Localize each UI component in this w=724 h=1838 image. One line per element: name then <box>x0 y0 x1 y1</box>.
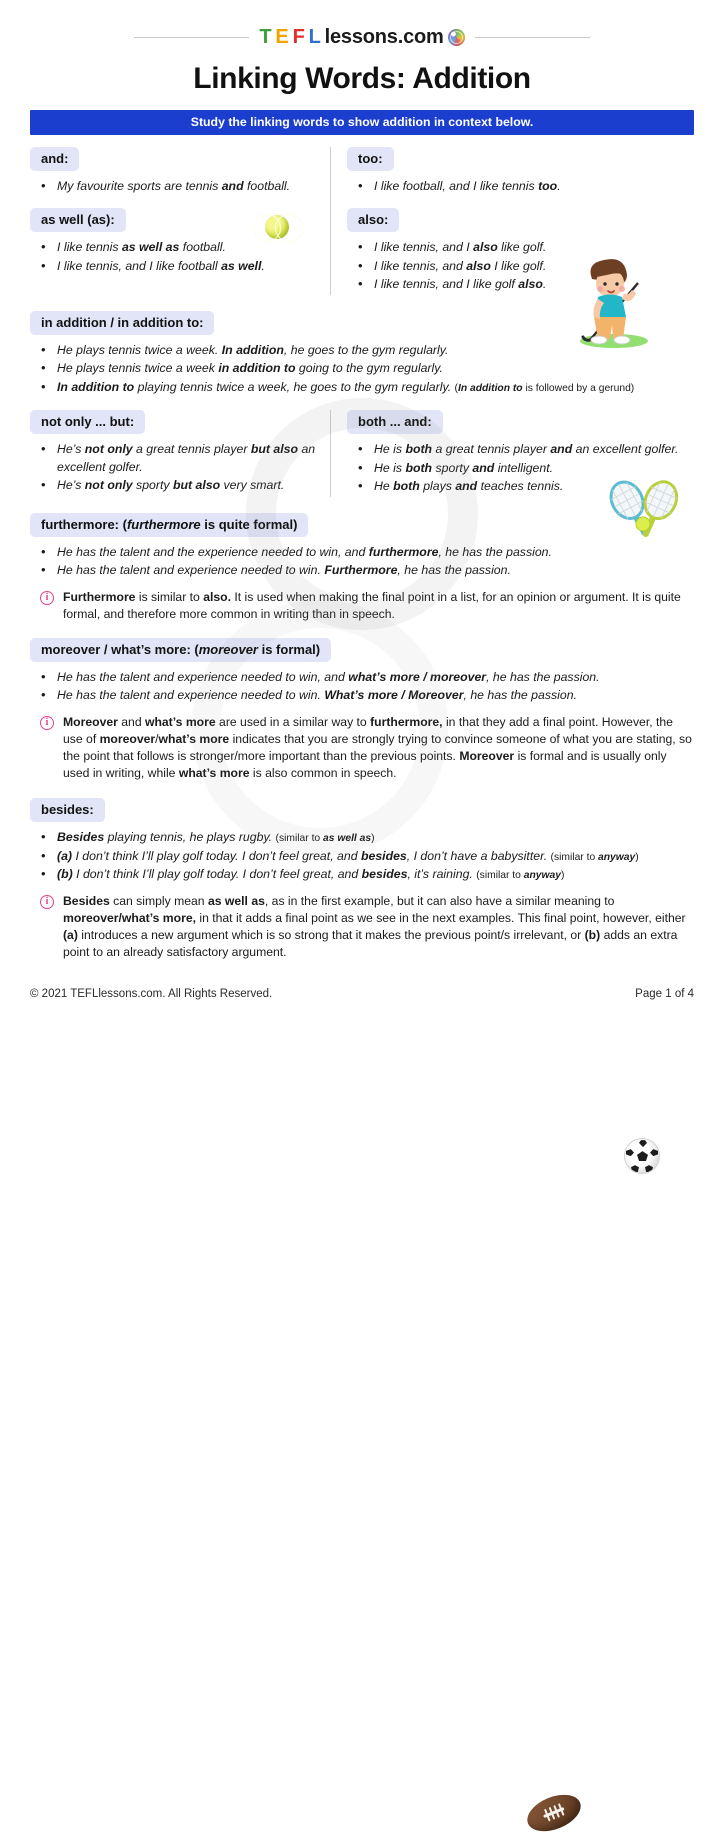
tag-not-only: not only ... but: <box>30 410 145 434</box>
tag-as-well-as: as well (as): <box>30 208 126 232</box>
example-item: • He has the talent and experience needed to win. Furthermore, he has the passion. <box>30 562 694 579</box>
logo-letter-t: T <box>259 26 272 48</box>
example-item: • He has the talent and the experience needed to win, and furthermore, he has the passion. <box>30 544 694 561</box>
example-item: • He has the talent and experience needed to win. What’s more / Moreover, he has the passion. <box>30 687 694 704</box>
info-icon: i <box>40 895 54 909</box>
rugby-ball-icon <box>522 1788 586 1838</box>
examples-too <box>347 178 694 195</box>
tag-furthermore: furthermore: (furthermore is quite formal) <box>30 513 308 537</box>
logo-letter-l: L <box>308 26 321 48</box>
example-item: • He’s not only sporty but also very smart. <box>30 477 330 494</box>
examples-and <box>30 178 330 195</box>
note-besides <box>30 893 694 961</box>
example-item: • In addition to playing tennis twice a week, he goes to the gym regularly. (In addition to is followed by a gerund) <box>30 379 694 397</box>
note-furthermore <box>30 589 694 623</box>
example-item: • I like tennis, and I like golf also. <box>347 276 694 293</box>
section-moreover <box>30 638 694 782</box>
row-correlative-linkers <box>30 410 694 496</box>
example-item: • My favourite sports are tennis and football. <box>30 178 330 195</box>
example-item: • He plays tennis twice a week. In addition, he goes to the gym regularly. <box>30 342 694 359</box>
example-item: • I like tennis, and I also like golf. <box>347 239 694 256</box>
tag-and: and: <box>30 147 79 171</box>
example-item: • He has the talent and experience needed to win, and what’s more / moreover, he has the passion. <box>30 669 694 686</box>
examples-moreover <box>30 669 694 705</box>
section-and <box>30 147 330 195</box>
examples-besides <box>30 829 694 884</box>
globe-icon <box>448 29 465 46</box>
example-item: • I like tennis, and I like football as well. <box>30 258 330 275</box>
section-not-only <box>30 410 330 494</box>
note-moreover-text: Moreover and what’s more are used in a similar way to furthermore, in that they add a final point. However, the use of moreover/what’s more indicates that you are strongly trying to convince someone of what you are stating, so the point that follows is stronger/more important than the previous points. Moreover is formal and is usually only used in writing, while what’s more is also common in speech. <box>63 714 692 780</box>
copyright-text: © 2021 TEFLlessons.com. All Rights Reserved. <box>30 988 273 1000</box>
soccer-ball-icon <box>624 1138 660 1174</box>
logo-letter-e: E <box>275 26 289 48</box>
example-item: • He’s not only a great tennis player but also an excellent golfer. <box>30 441 330 476</box>
example-item: • (b) I don’t think I’ll play golf today. I don’t feel great, and besides, it’s raining. (similar to anyway) <box>30 866 694 884</box>
tag-moreover: moreover / what’s more: (moreover is formal) <box>30 638 331 662</box>
page-number: Page 1 of 4 <box>635 988 694 1000</box>
tefl-logo <box>259 26 464 49</box>
tag-both-and: both ... and: <box>347 410 443 434</box>
instruction-banner: Study the linking words to show addition in context below. <box>30 110 694 135</box>
logo-letter-f: F <box>292 26 305 48</box>
examples-furthermore <box>30 544 694 580</box>
tag-also: also: <box>347 208 399 232</box>
logo-domain-text: lessons.com <box>324 26 444 48</box>
info-icon: i <box>40 591 54 605</box>
example-item: • He is both sporty and intelligent. <box>347 460 694 477</box>
example-item: • I like football, and I like tennis too. <box>347 178 694 195</box>
example-item: • I like tennis as well as football. <box>30 239 330 256</box>
tennis-ball-icon <box>265 215 289 239</box>
section-furthermore <box>30 513 694 623</box>
column-left-correlative <box>30 410 330 496</box>
note-furthermore-text: Furthermore is similar to also. It is used when making the final point in a list, for an opinion or argument. It is quite formal, and therefore more common in writing than in speech. <box>63 589 681 621</box>
example-item: • (a) I don’t think I’ll play golf today. I don’t feel great, and besides, I don’t have a babysitter. (similar to anyway) <box>30 848 694 866</box>
note-moreover <box>30 714 694 782</box>
example-item: • He both plays and teaches tennis. <box>347 478 694 495</box>
examples-in-addition <box>30 342 694 397</box>
brand-rule-left <box>134 37 249 38</box>
page-title: Linking Words: Addition <box>193 62 531 95</box>
section-too <box>347 147 694 195</box>
page-footer <box>30 988 694 1000</box>
example-item: • He is both a great tennis player and an excellent golfer. <box>347 441 694 458</box>
brand-bar <box>30 0 694 49</box>
brand-rule-right <box>475 37 590 38</box>
tag-too: too: <box>347 147 394 171</box>
examples-not-only <box>30 441 330 494</box>
tag-in-addition: in addition / in addition to: <box>30 311 214 335</box>
tag-besides: besides: <box>30 798 105 822</box>
info-icon: i <box>40 716 54 730</box>
examples-as-well-as <box>30 239 330 275</box>
example-item: • He plays tennis twice a week in addition to going to the gym regularly. <box>30 360 694 377</box>
example-item: • Besides playing tennis, he plays rugby. (similar to as well as) <box>30 829 694 847</box>
note-besides-text: Besides can simply mean as well as, as in the first example, but it can also have a similar meaning to moreover/what’s more, in that it adds a final point as we see in the next examples. This final point, however, either (a) introduces a new argument which is so strong that it makes the previous point/s irrelevant, or (b) adds an extra point to an already satisfactory argument. <box>63 893 686 960</box>
golfer-illustration <box>562 243 658 349</box>
example-item: • I like tennis, and also I like golf. <box>347 258 694 275</box>
tennis-rackets-illustration <box>600 480 686 542</box>
section-besides <box>30 798 694 961</box>
